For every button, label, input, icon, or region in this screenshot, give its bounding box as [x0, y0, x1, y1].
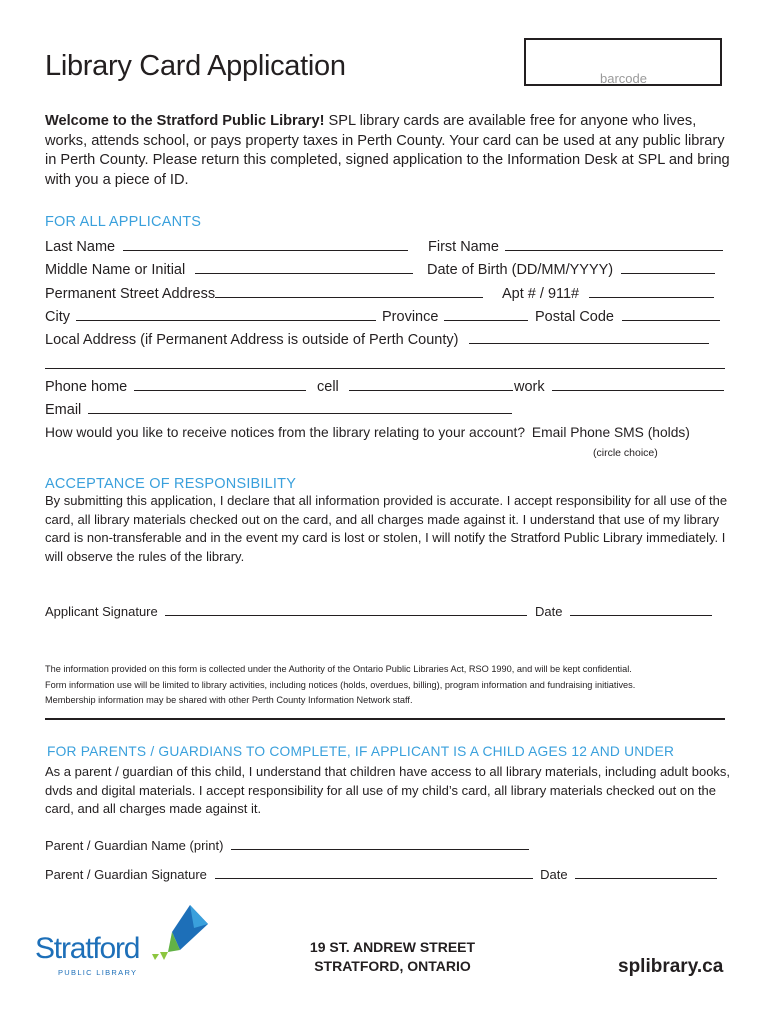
- cell-label: cell: [317, 379, 339, 395]
- email-label: Email: [45, 402, 82, 418]
- phone-home-label: Phone home: [45, 379, 128, 395]
- barcode-box: [524, 38, 722, 86]
- address-line-2: STRATFORD, ONTARIO: [314, 958, 471, 974]
- privacy-line-1: The information provided on this form is collected under the Authority of the Ontario Public Libraries Act, RSO 1990, and will be kept confidential.: [45, 664, 632, 674]
- guardian-date-field[interactable]: [575, 866, 717, 879]
- page-title: Library Card Application: [45, 50, 346, 82]
- street-field[interactable]: [215, 285, 483, 298]
- privacy-line-2: Form information use will be limited to library activities, including notices (holds, overdues, billing), program information and fundraising initiatives.: [45, 679, 636, 690]
- work-row: [514, 378, 724, 395]
- local-address-field[interactable]: [469, 331, 709, 344]
- first-name-label: First Name: [428, 239, 499, 255]
- dob-field[interactable]: [621, 261, 715, 274]
- city-row: [45, 308, 376, 325]
- province-field[interactable]: [444, 308, 528, 321]
- applicant-date-label: Date: [535, 604, 563, 619]
- field-row-names: [45, 238, 408, 255]
- guardian-signature-field[interactable]: [215, 866, 533, 879]
- notices-row: [45, 425, 690, 440]
- last-name-field[interactable]: [123, 238, 408, 251]
- guardian-name-field[interactable]: [231, 837, 529, 850]
- barcode-label: barcode: [600, 71, 647, 86]
- local-address-line-2[interactable]: [45, 368, 725, 369]
- city-field[interactable]: [76, 308, 376, 321]
- logo-wordmark: Stratford: [35, 932, 140, 965]
- address-line-1: 19 ST. ANDREW STREET: [309, 939, 476, 955]
- city-label: City: [45, 309, 70, 325]
- first-name-field[interactable]: [505, 238, 723, 251]
- section-responsibility: ACCEPTANCE OF RESPONSIBILITY: [45, 476, 297, 492]
- privacy-line-3: Membership information may be shared with other Perth County Information Network staff.: [45, 695, 413, 705]
- middle-name-row: [45, 261, 413, 278]
- local-address-label: Local Address (if Permanent Address is outside of Perth County): [45, 332, 459, 348]
- work-label: work: [514, 379, 545, 395]
- section-guardian: FOR PARENTS / GUARDIANS TO COMPLETE, IF APPLICANT IS A CHILD AGES 12 AND UNDER: [47, 744, 675, 759]
- middle-name-label: Middle Name or Initial: [45, 262, 186, 278]
- province-row: [382, 308, 528, 325]
- guardian-text: As a parent / guardian of this child, I understand that children have access to all library materials, including adult books, dvds and digital materials. I accept responsibility for all use of my child’s card, all library materials checked out on the card, and all charges made against it.: [45, 764, 731, 816]
- library-address: [300, 938, 485, 976]
- apt-label: Apt # / 911#: [502, 286, 580, 302]
- kite-logo-icon: [150, 902, 220, 964]
- street-row: [45, 285, 483, 302]
- local-address-row: [45, 331, 709, 348]
- cell-row: [317, 378, 513, 395]
- applicant-signature-field[interactable]: [165, 603, 527, 616]
- province-label: Province: [382, 309, 439, 325]
- postal-label: Postal Code: [535, 309, 614, 325]
- street-label: Permanent Street Address: [45, 286, 216, 302]
- applicant-signature-label: Applicant Signature: [45, 604, 158, 619]
- intro-text: SPL library cards are available free for anyone who lives, works, attends school, or pays property taxes in Perth County. Your card can be used at any public library in Perth County. Please return this completed, signed application to the Information Desk at SPL and bring with you a piece of ID.: [45, 113, 730, 188]
- applicant-date-field[interactable]: [570, 603, 712, 616]
- guardian-date-label: Date: [540, 867, 568, 882]
- section-all-applicants: FOR ALL APPLICANTS: [45, 214, 202, 230]
- guardian-signature-row: [45, 866, 717, 882]
- apt-field[interactable]: [589, 285, 714, 298]
- privacy-notice: [45, 662, 745, 709]
- intro-paragraph: [45, 112, 735, 190]
- notices-question: How would you like to receive notices from the library relating to your account?: [45, 425, 526, 440]
- first-name-row: [428, 238, 723, 255]
- postal-row: [535, 308, 720, 325]
- apt-row: [502, 285, 714, 302]
- phone-home-row: [45, 378, 306, 395]
- responsibility-text: By submitting this application, I declare that all information provided is accurate. I accept responsibility for all use of the card, all library materials checked out on the card, and all charges made against it. I understand that use of my library card is non-transferable and in the event my card is lost or stolen, I will notify the Stratford Public Library immediately. I will observe the rules of the library.: [45, 493, 728, 564]
- email-row: [45, 401, 512, 418]
- dob-row: [427, 261, 715, 278]
- intro-bold: Welcome to the Stratford Public Library!: [45, 113, 325, 129]
- phone-home-field[interactable]: [134, 378, 306, 391]
- last-name-label: Last Name: [45, 239, 116, 255]
- notice-options[interactable]: Email Phone SMS (holds): [531, 425, 690, 440]
- guardian-name-row: [45, 837, 529, 853]
- cell-field[interactable]: [349, 378, 513, 391]
- circle-choice-note: (circle choice): [593, 447, 658, 459]
- work-field[interactable]: [552, 378, 724, 391]
- applicant-signature-row: [45, 603, 712, 619]
- dob-label: Date of Birth (DD/MM/YYYY): [427, 262, 614, 278]
- guardian-name-label: Parent / Guardian Name (print): [45, 838, 224, 853]
- section-divider: [45, 718, 725, 720]
- website-link[interactable]: splibrary.ca: [618, 956, 724, 977]
- middle-name-field[interactable]: [195, 261, 413, 274]
- guardian-signature-label: Parent / Guardian Signature: [45, 867, 207, 882]
- email-field[interactable]: [88, 401, 512, 414]
- logo-subtitle: PUBLIC LIBRARY: [58, 968, 138, 977]
- postal-field[interactable]: [622, 308, 720, 321]
